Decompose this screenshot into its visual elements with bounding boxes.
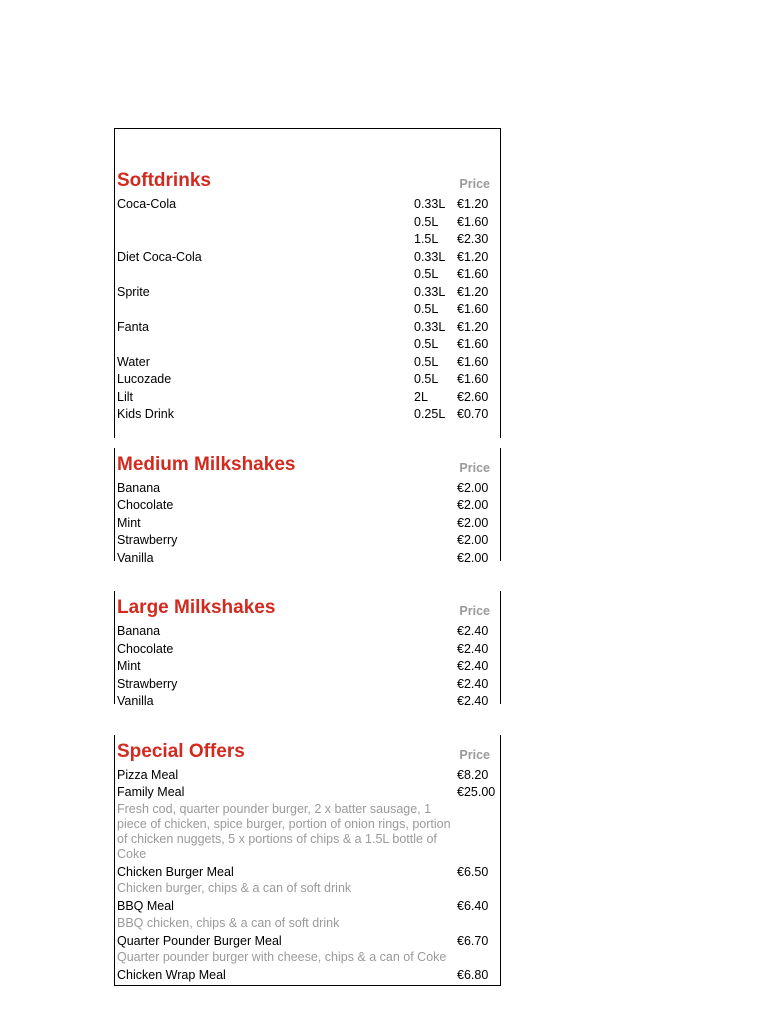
item-description: Quarter pounder burger with cheese, chips & a can of Coke xyxy=(117,950,447,964)
item-price: €1.60 xyxy=(457,354,489,369)
item-price: €1.20 xyxy=(457,197,489,211)
item-name: Pizza Meal xyxy=(117,767,179,782)
item-name: Coca-Cola xyxy=(117,197,177,211)
medium-milkshakes-list xyxy=(114,480,501,568)
item-size: 1.5L xyxy=(414,232,439,246)
item-description: Fresh cod, quarter pounder burger, 2 x batter sausage, 1 piece of chicken, spice burger, portion of onion rings, portion of chicken nuggets, 5 x portions of chips & a 1.5L bottle of Coke xyxy=(117,801,451,861)
menu-row xyxy=(114,784,501,802)
section-title: Large Milkshakes xyxy=(117,597,276,618)
item-size: 0.33L xyxy=(414,284,446,299)
menu-row xyxy=(114,693,501,711)
item-name: BBQ Meal xyxy=(117,899,174,913)
item-name: Vanilla xyxy=(117,550,154,565)
item-name: Vanilla xyxy=(117,694,154,708)
item-price: €2.30 xyxy=(457,232,489,246)
item-price: €0.70 xyxy=(457,407,489,421)
item-name: Strawberry xyxy=(117,533,178,547)
item-name: Chocolate xyxy=(117,498,174,512)
item-name: Sprite xyxy=(117,284,150,299)
section-title: Special Offers xyxy=(117,740,245,762)
section-header xyxy=(114,733,501,767)
item-price: €6.80 xyxy=(457,968,489,982)
item-price: €2.40 xyxy=(457,659,489,673)
item-size: 0.5L xyxy=(414,354,439,369)
menu-document xyxy=(114,128,501,986)
large-milkshakes-list xyxy=(114,623,501,711)
item-price: €1.60 xyxy=(457,337,489,351)
item-price: €8.20 xyxy=(457,767,489,782)
item-price: €2.40 xyxy=(457,694,489,708)
item-price: €2.60 xyxy=(457,389,489,404)
menu-row xyxy=(114,301,501,319)
menu-row xyxy=(114,231,501,249)
item-price: €2.00 xyxy=(457,550,489,565)
item-price: €1.20 xyxy=(457,319,489,334)
menu-row xyxy=(114,480,501,498)
menu-row xyxy=(114,371,501,389)
price-column-header: Price xyxy=(459,747,490,762)
item-price: €1.20 xyxy=(457,249,489,264)
item-price: €1.20 xyxy=(457,284,489,299)
item-size: 0.33L xyxy=(414,249,446,264)
menu-row xyxy=(114,196,501,214)
menu-row xyxy=(114,676,501,694)
item-price: €2.40 xyxy=(457,676,489,691)
menu-row xyxy=(114,406,501,424)
item-size: 0.5L xyxy=(414,372,439,386)
item-price: €1.60 xyxy=(457,214,489,229)
section-header xyxy=(114,162,501,196)
item-name: Chicken Wrap Meal xyxy=(117,968,226,982)
menu-row xyxy=(114,898,501,916)
price-column-header: Price xyxy=(459,460,490,475)
menu-row xyxy=(114,214,501,232)
item-price: €6.70 xyxy=(457,933,489,948)
item-name: Family Meal xyxy=(117,785,185,799)
item-name: Fanta xyxy=(117,319,149,334)
special-offers-list xyxy=(114,767,501,985)
menu-row xyxy=(114,658,501,676)
item-price: €1.60 xyxy=(457,267,489,281)
section-special-offers xyxy=(114,733,501,986)
section-header xyxy=(114,446,501,480)
section-title: Medium Milkshakes xyxy=(117,453,296,475)
softdrinks-list xyxy=(114,196,501,424)
section-softdrinks xyxy=(114,128,501,424)
item-name: Kids Drink xyxy=(117,407,174,421)
item-price: €1.60 xyxy=(457,302,489,316)
item-price: €1.60 xyxy=(457,372,489,386)
item-price: €2.00 xyxy=(457,515,489,530)
item-size: 0.5L xyxy=(414,214,439,229)
item-size: 0.33L xyxy=(414,197,446,211)
item-name: Banana xyxy=(117,624,161,638)
item-name: Strawberry xyxy=(117,676,178,691)
item-description: BBQ chicken, chips & a can of soft drink xyxy=(117,915,340,930)
menu-row xyxy=(114,550,501,568)
menu-row xyxy=(114,284,501,302)
section-large-milkshakes xyxy=(114,589,501,711)
menu-row xyxy=(114,641,501,659)
item-price: €2.00 xyxy=(457,533,489,547)
menu-row xyxy=(114,354,501,372)
menu-row xyxy=(114,933,501,951)
menu-row xyxy=(114,515,501,533)
item-size: 0.33L xyxy=(414,319,446,334)
menu-row xyxy=(114,497,501,515)
section-medium-milkshakes xyxy=(114,446,501,568)
price-column-header: Price xyxy=(459,604,490,618)
item-name: Diet Coca-Cola xyxy=(117,249,202,264)
menu-row xyxy=(114,266,501,284)
item-price: €6.40 xyxy=(457,899,489,913)
item-price: €2.00 xyxy=(457,498,489,512)
menu-row xyxy=(114,864,501,882)
menu-row xyxy=(114,319,501,337)
item-size: 0.25L xyxy=(414,407,446,421)
item-name: Water xyxy=(117,354,150,369)
item-name: Banana xyxy=(117,480,161,495)
item-size: 0.5L xyxy=(414,337,439,351)
section-title: Softdrinks xyxy=(117,170,211,191)
menu-row xyxy=(114,249,501,267)
menu-row xyxy=(114,532,501,550)
section-header xyxy=(114,589,501,623)
item-name: Lilt xyxy=(117,389,133,404)
item-size: 0.5L xyxy=(414,267,439,281)
item-name: Chicken Burger Meal xyxy=(117,864,234,879)
item-name: Quarter Pounder Burger Meal xyxy=(117,933,282,948)
price-column-header: Price xyxy=(459,177,490,191)
menu-row xyxy=(114,967,501,985)
menu-row xyxy=(114,336,501,354)
item-description: Chicken burger, chips & a can of soft drink xyxy=(117,881,352,895)
item-name: Mint xyxy=(117,515,141,530)
item-price: €2.40 xyxy=(457,641,489,656)
item-size: 2L xyxy=(414,389,428,404)
item-size: 0.5L xyxy=(414,302,439,316)
item-price: €2.00 xyxy=(457,480,489,495)
item-price: €25.00 xyxy=(457,785,496,799)
menu-row xyxy=(114,623,501,641)
item-name: Lucozade xyxy=(117,372,172,386)
item-price: €6.50 xyxy=(457,864,489,879)
item-price: €2.40 xyxy=(457,624,489,638)
item-name: Chocolate xyxy=(117,641,174,656)
menu-row xyxy=(114,389,501,407)
menu-row xyxy=(114,767,501,785)
item-name: Mint xyxy=(117,659,141,673)
